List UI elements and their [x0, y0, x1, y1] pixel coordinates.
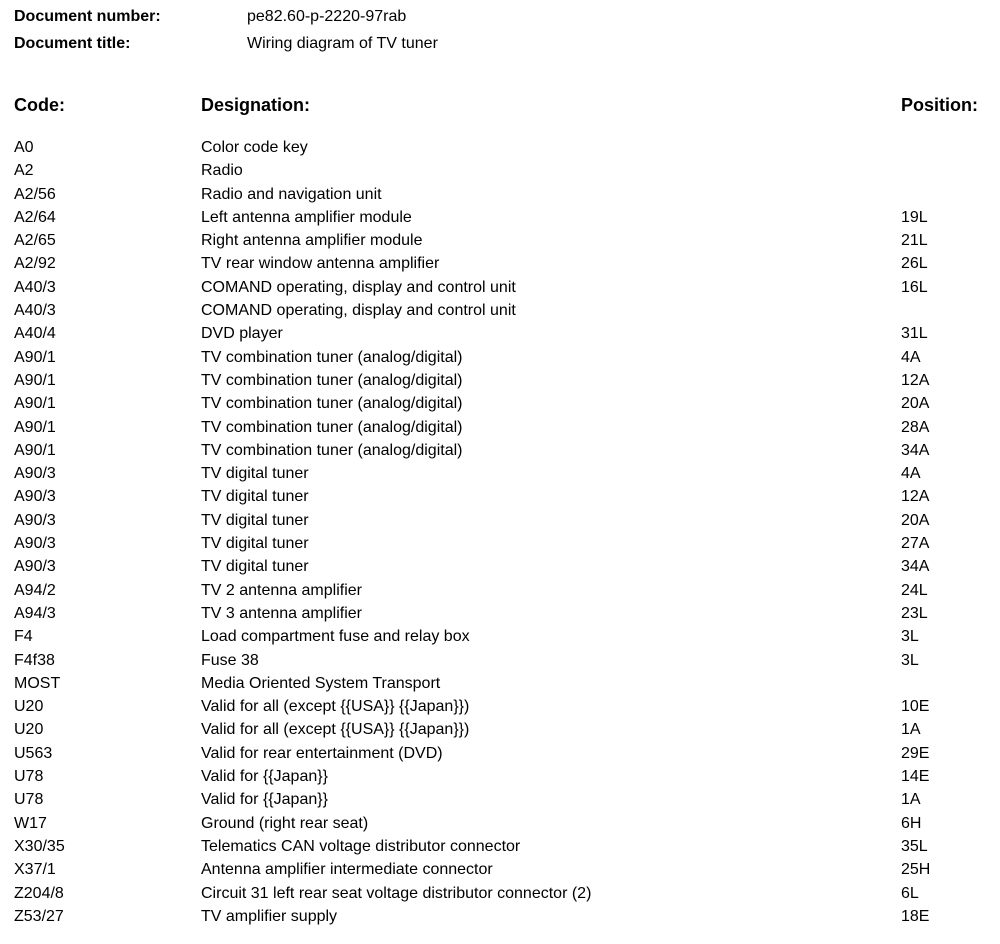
component-position: 1A: [901, 791, 921, 809]
component-designation: Valid for all (except {{USA}} {{Japan}}): [201, 698, 470, 716]
component-position: 20A: [901, 511, 930, 529]
column-header-designation: Designation:: [201, 95, 311, 115]
component-designation: Radio and navigation unit: [201, 185, 382, 203]
table-row: [0, 533, 1000, 556]
component-code: Z204/8: [14, 884, 64, 902]
table-row: [0, 137, 1000, 160]
table-row: [0, 253, 1000, 276]
component-code: U78: [14, 768, 44, 786]
component-position: 12A: [901, 488, 930, 506]
table-row: [0, 463, 1000, 486]
component-code: A90/1: [14, 348, 56, 366]
component-position: 3L: [901, 651, 919, 669]
component-position: 4A: [901, 348, 921, 366]
component-designation: Telematics CAN voltage distributor connector: [201, 837, 521, 855]
table-row: [0, 696, 1000, 719]
table-row: [0, 277, 1000, 300]
component-position: 18E: [901, 907, 930, 925]
component-code: U78: [14, 791, 44, 809]
table-row: [0, 370, 1000, 393]
component-table: [0, 137, 1000, 929]
component-position: 14E: [901, 768, 930, 786]
component-designation: Circuit 31 left rear seat voltage distributor connector (2): [201, 884, 592, 902]
component-code: A90/3: [14, 488, 56, 506]
document-title-value: Wiring diagram of TV tuner: [247, 35, 438, 52]
component-designation: DVD player: [201, 325, 283, 343]
table-row: [0, 417, 1000, 440]
component-designation: TV combination tuner (analog/digital): [201, 371, 463, 389]
component-designation: Media Oriented System Transport: [201, 674, 441, 692]
document-number-label: Document number:: [14, 8, 161, 25]
component-designation: TV 3 antenna amplifier: [201, 604, 362, 622]
component-position: 21L: [901, 232, 928, 250]
component-designation: Load compartment fuse and relay box: [201, 628, 470, 646]
component-code: A94/3: [14, 604, 56, 622]
table-row: [0, 230, 1000, 253]
component-code: A90/3: [14, 558, 56, 576]
component-code: W17: [14, 814, 47, 832]
component-position: 10E: [901, 698, 930, 716]
component-code: A40/3: [14, 278, 56, 296]
table-row: [0, 580, 1000, 603]
table-row: [0, 673, 1000, 696]
table-row: [0, 510, 1000, 533]
component-position: 23L: [901, 604, 928, 622]
component-code: A2/92: [14, 255, 56, 273]
component-designation: Valid for all (except {{USA}} {{Japan}}): [201, 721, 470, 739]
component-code: A2: [14, 162, 34, 180]
component-position: 3L: [901, 628, 919, 646]
component-position: 1A: [901, 721, 921, 739]
component-designation: Ground (right rear seat): [201, 814, 369, 832]
component-designation: TV combination tuner (analog/digital): [201, 441, 463, 459]
column-header-position: Position:: [901, 95, 978, 115]
component-position: 34A: [901, 441, 930, 459]
component-designation: TV combination tuner (analog/digital): [201, 395, 463, 413]
table-row: [0, 440, 1000, 463]
component-designation: Radio: [201, 162, 243, 180]
component-code: A90/3: [14, 465, 56, 483]
component-position: 19L: [901, 208, 928, 226]
component-code: A40/4: [14, 325, 56, 343]
component-position: 35L: [901, 837, 928, 855]
component-code: A90/1: [14, 441, 56, 459]
component-code: Z53/27: [14, 907, 64, 925]
component-designation: TV combination tuner (analog/digital): [201, 418, 463, 436]
component-designation: Left antenna amplifier module: [201, 208, 412, 226]
table-row: [0, 859, 1000, 882]
component-designation: TV digital tuner: [201, 535, 309, 553]
component-position: 28A: [901, 418, 930, 436]
component-designation: TV 2 antenna amplifier: [201, 581, 362, 599]
component-position: 4A: [901, 465, 921, 483]
table-row: [0, 719, 1000, 742]
component-code: U563: [14, 744, 53, 762]
component-code: X37/1: [14, 861, 56, 879]
component-code: A2/64: [14, 208, 56, 226]
component-code: MOST: [14, 674, 61, 692]
component-position: 34A: [901, 558, 930, 576]
table-row: [0, 207, 1000, 230]
component-designation: COMAND operating, display and control unit: [201, 278, 516, 296]
component-code: X30/35: [14, 837, 65, 855]
component-position: 25H: [901, 861, 931, 879]
component-designation: TV rear window antenna amplifier: [201, 255, 440, 273]
component-position: 29E: [901, 744, 930, 762]
table-row: [0, 883, 1000, 906]
component-position: 16L: [901, 278, 928, 296]
component-designation: TV digital tuner: [201, 511, 309, 529]
table-row: [0, 906, 1000, 929]
component-designation: TV digital tuner: [201, 488, 309, 506]
component-designation: COMAND operating, display and control unit: [201, 302, 516, 320]
component-designation: Valid for rear entertainment (DVD): [201, 744, 443, 762]
component-position: 6H: [901, 814, 922, 832]
component-code: A90/3: [14, 511, 56, 529]
component-code: A90/3: [14, 535, 56, 553]
table-row: [0, 347, 1000, 370]
column-header-code: Code:: [14, 95, 65, 115]
table-row: [0, 766, 1000, 789]
component-position: 12A: [901, 371, 930, 389]
component-code: A40/3: [14, 302, 56, 320]
component-designation: TV combination tuner (analog/digital): [201, 348, 463, 366]
table-row: [0, 743, 1000, 766]
table-row: [0, 603, 1000, 626]
component-designation: Valid for {{Japan}}: [201, 768, 328, 786]
document-number-value: pe82.60-p-2220-97rab: [247, 8, 407, 25]
component-designation: TV digital tuner: [201, 558, 309, 576]
component-code: A0: [14, 139, 34, 156]
table-row: [0, 626, 1000, 649]
component-designation: Antenna amplifier intermediate connector: [201, 861, 493, 879]
document-title-label: Document title:: [14, 35, 131, 52]
component-code: A2/56: [14, 185, 56, 203]
table-row: [0, 323, 1000, 346]
component-code: A90/1: [14, 371, 56, 389]
component-designation: Fuse 38: [201, 651, 259, 669]
component-code: A94/2: [14, 581, 56, 599]
component-position: 20A: [901, 395, 930, 413]
component-designation: TV digital tuner: [201, 465, 309, 483]
component-code: U20: [14, 721, 44, 739]
component-designation: Right antenna amplifier module: [201, 232, 423, 250]
table-row: [0, 184, 1000, 207]
component-position: 26L: [901, 255, 928, 273]
table-row: [0, 393, 1000, 416]
component-position: 6L: [901, 884, 919, 902]
component-code: A2/65: [14, 232, 56, 250]
table-row: [0, 789, 1000, 812]
component-code: F4: [14, 628, 33, 646]
component-designation: Color code key: [201, 139, 308, 156]
component-code: A90/1: [14, 395, 56, 413]
component-designation: TV amplifier supply: [201, 907, 338, 925]
component-position: 24L: [901, 581, 928, 599]
table-row: [0, 486, 1000, 509]
table-row: [0, 836, 1000, 859]
table-row: [0, 300, 1000, 323]
component-code: F4f38: [14, 651, 55, 669]
table-row: [0, 160, 1000, 183]
component-code: U20: [14, 698, 44, 716]
component-code: A90/1: [14, 418, 56, 436]
table-row: [0, 556, 1000, 579]
component-position: 27A: [901, 535, 930, 553]
table-row: [0, 650, 1000, 673]
component-designation: Valid for {{Japan}}: [201, 791, 328, 809]
table-row: [0, 813, 1000, 836]
component-position: 31L: [901, 325, 928, 343]
